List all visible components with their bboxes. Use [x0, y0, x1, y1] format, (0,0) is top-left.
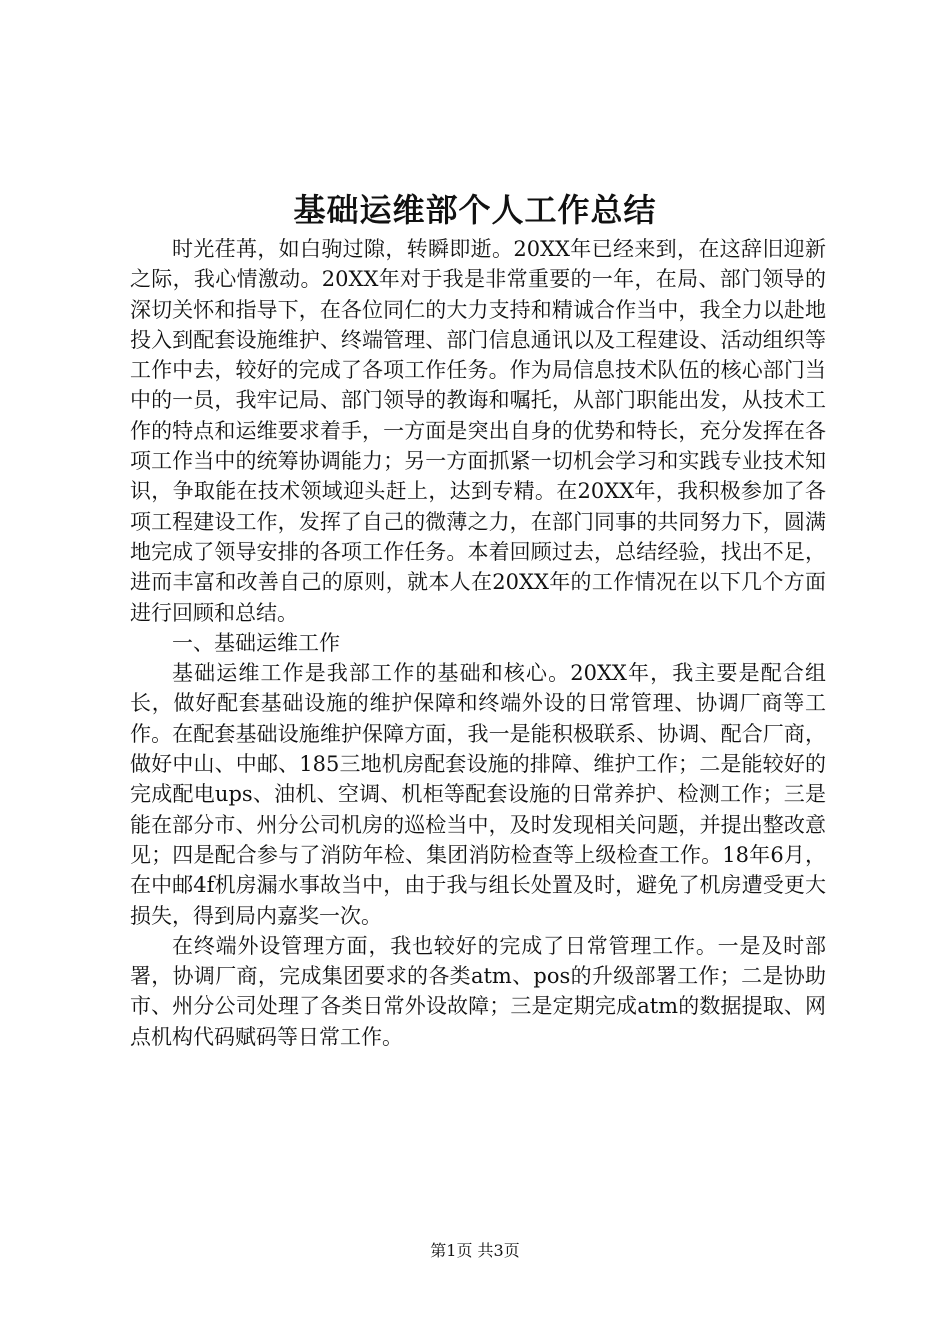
paragraph-terminal-management: 在终端外设管理方面，我也较好的完成了日常管理工作。一是及时部署，协调厂商，完成集团要求的各类atm、pos的升级部署工作；二是协助市、州分公司处理了各类日常外设故障；三是定期完成atm的数据提取、网点机构代码赋码等日常工作。 [130, 933, 826, 1049]
section-heading: 一、基础运维工作 [172, 630, 340, 655]
paragraph-basic-ops: 基础运维工作是我部工作的基础和核心。20XX年，我主要是配合组长，做好配套基础设施的维护保障和终端外设的日常管理、协调厂商等工作。在配套基础设施维护保障方面，我一是能积极联系、协调、配合厂商，做好中山、中邮、185三地机房配套设施的排障、维护工作；二是能较好的完成配电ups、油机、空调、机柜等配套设施的日常养护、检测工作；三是能在部分市、州分公司机房的巡检当中，及时发现相关问题，并提出整改意见；四是配合参与了消防年检、集团消防检查等上级检查工作。18年6月，在中邮4f机房漏水事故当中，由于我与组长处置及时，避免了机房遭受更大损失，得到局内嘉奖一次。 [130, 661, 826, 928]
paragraph-intro: 时光荏苒，如白驹过隙，转瞬即逝。20XX年已经来到，在这辞旧迎新之际，我心情激动。20XX年对于我是非常重要的一年，在局、部门领导的深切关怀和指导下，在各位同仁的大力支持和精诚合作当中，我全力以赴地投入到配套设施维护、终端管理、部门信息通讯以及工程建设、活动组织等工作中去，较好的完成了各项工作任务。作为局信息技术队伍的核心部门当中的一员，我牢记局、部门领导的教诲和嘱托，从部门职能出发，从技术工作的特点和运维要求着手，一方面是突出自身的优势和特长，充分发挥在各项工作当中的统筹协调能力；另一方面抓紧一切机会学习和实践专业技术知识，争取能在技术领域迎头赶上，达到专精。在20XX年，我积极参加了各项工程建设工作，发挥了自己的微薄之力，在部门同事的共同努力下，圆满地完成了领导安排的各项工作任务。本着回顾过去，总结经验，找出不足，进而丰富和改善自己的原则，就本人在20XX年的工作情况在以下几个方面进行回顾和总结。 [130, 237, 826, 625]
document-body [130, 234, 826, 1052]
document-title: 基础运维部个人工作总结 [293, 191, 657, 229]
page-number: 第1页 共3页 [430, 1241, 520, 1260]
